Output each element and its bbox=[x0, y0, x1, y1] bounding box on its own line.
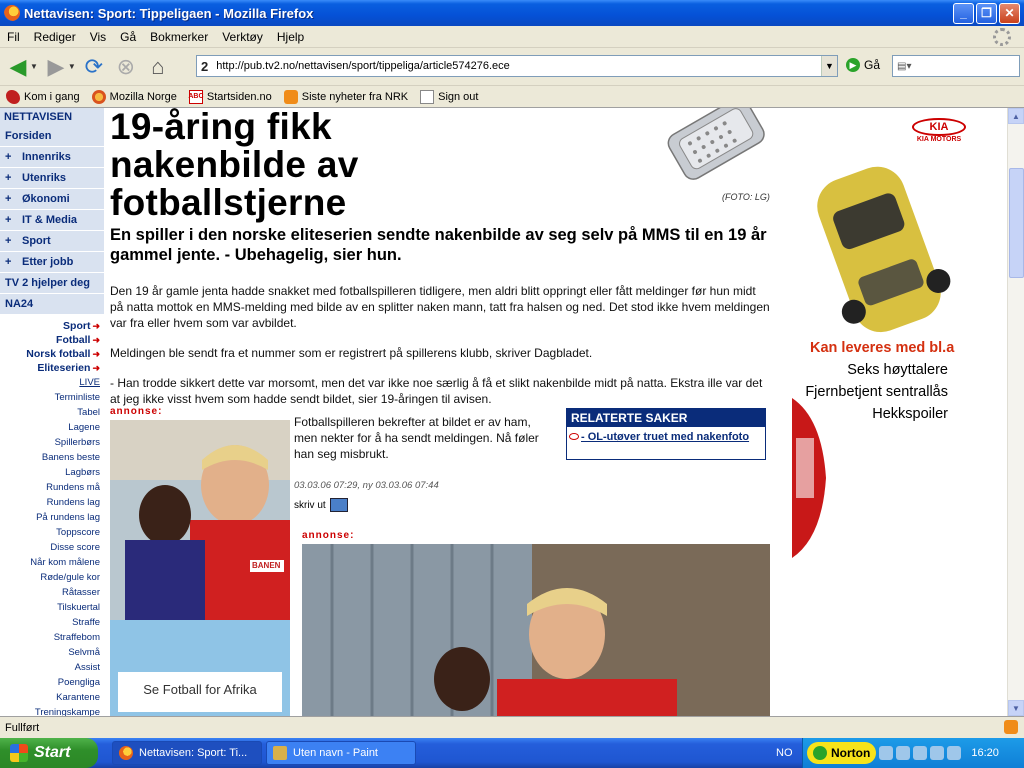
print-link[interactable] bbox=[294, 498, 348, 512]
bookmark-kom-i-gang[interactable]: Kom i gang bbox=[6, 90, 80, 104]
nav-brand[interactable]: NETTAVISEN bbox=[0, 108, 104, 126]
nav-item-etter-jobb[interactable]: + Etter jobb bbox=[0, 252, 104, 273]
related-header: RELATERTE SAKER bbox=[567, 409, 765, 427]
ad-panel-text[interactable]: Se Fotball for Afrika bbox=[118, 672, 282, 712]
scroll-down-icon[interactable]: ▼ bbox=[1008, 700, 1024, 716]
start-button[interactable]: Start bbox=[0, 738, 98, 768]
subnav-link[interactable]: Straffe bbox=[72, 617, 100, 628]
nav-item-okonomi[interactable]: + Økonomi bbox=[0, 189, 104, 210]
nav-item-forsiden[interactable]: Forsiden bbox=[0, 126, 104, 147]
subnav-fotball[interactable]: Fotball ➜ bbox=[56, 334, 100, 346]
firefox-icon bbox=[119, 746, 133, 760]
stop-icon[interactable]: ⊗ bbox=[116, 53, 136, 79]
subnav-link[interactable]: Tabel bbox=[77, 407, 100, 418]
subnav-link[interactable]: Karantene bbox=[56, 692, 100, 703]
kia-ad[interactable] bbox=[792, 108, 1006, 558]
subnav-link[interactable]: Selvmå bbox=[68, 647, 100, 658]
window-title-bar[interactable] bbox=[0, 0, 1024, 26]
down-arrow-icon: ➜ bbox=[92, 321, 100, 331]
clock[interactable]: 16:20 bbox=[971, 747, 999, 759]
article-paragraph: Den 19 år gamle jenta hadde snakket med fotballspilleren tidligere, men aldri blitt oppringt eller fått meldinger før hun midt på natta mottok en MMS-melding med bilde av en splitter naken mann, tatt fra halsen og ned. Det stod ikke hvem meldingen var fra eller hvem som var avbildet. bbox=[110, 284, 770, 330]
security-icon[interactable] bbox=[913, 746, 927, 760]
ad-photo bbox=[302, 544, 770, 716]
plus-icon[interactable]: + bbox=[5, 193, 12, 205]
window-title: Nettavisen: Sport: Tippeligaen - Mozilla Firefox bbox=[24, 5, 314, 21]
status-text: Fullført bbox=[5, 721, 40, 734]
search-engine-icon[interactable]: ▤▾ bbox=[897, 60, 912, 72]
throbber-icon bbox=[993, 28, 1011, 46]
shirt-sponsor: BANEN bbox=[252, 561, 281, 570]
menu-tools[interactable]: Verktøy bbox=[222, 29, 263, 44]
ad-image bbox=[110, 420, 290, 716]
plus-icon[interactable]: + bbox=[5, 151, 12, 163]
system-tray bbox=[802, 738, 1024, 768]
subnav-link[interactable]: Spillerbørs bbox=[54, 437, 100, 448]
mozilla-icon bbox=[92, 90, 106, 104]
subnav-link[interactable]: Når kom målene bbox=[30, 557, 100, 568]
plus-icon[interactable]: + bbox=[5, 256, 12, 268]
article-paragraph: Meldingen ble sendt fra et nummer som er registrert på spillerens klubb, skriver Dagbladet. bbox=[110, 346, 593, 360]
down-arrow-icon: ➜ bbox=[92, 349, 100, 359]
taskbar-firefox[interactable]: Nettavisen: Sport: Ti... bbox=[112, 741, 262, 765]
article bbox=[110, 108, 772, 407]
bookmark-startsiden[interactable]: ABC Startsiden.no bbox=[188, 90, 272, 103]
subnav-link[interactable]: Poengliga bbox=[57, 677, 100, 688]
vertical-scrollbar[interactable] bbox=[1007, 108, 1024, 716]
ad-label: annonse: bbox=[302, 530, 355, 541]
url-history-dropdown-icon[interactable]: ▼ bbox=[821, 56, 837, 76]
kia-feature: Hekkspoiler bbox=[872, 406, 948, 422]
subnav-link[interactable]: Banens beste bbox=[41, 452, 100, 463]
article-body bbox=[110, 283, 772, 407]
subnav-link[interactable]: Lagbørs bbox=[65, 467, 100, 478]
scroll-thumb[interactable] bbox=[1009, 168, 1024, 278]
back-arrow-icon[interactable]: ◀ bbox=[9, 53, 27, 79]
go-label: Gå bbox=[864, 58, 881, 72]
abc-icon: ABC bbox=[189, 90, 203, 104]
url-input[interactable] bbox=[214, 59, 821, 73]
subnav-link[interactable]: LIVE bbox=[79, 377, 100, 388]
subnav-link[interactable]: Tilskuertal bbox=[57, 602, 100, 613]
subnav-link[interactable]: Treningskampe bbox=[34, 707, 100, 716]
kia-feature: Seks høyttalere bbox=[847, 362, 948, 378]
plus-icon[interactable]: + bbox=[5, 214, 12, 226]
reload-icon[interactable]: ⟳ bbox=[84, 53, 104, 79]
bookmark-mozilla-norge[interactable]: Mozilla Norge bbox=[92, 90, 177, 104]
nav-item-na24[interactable]: NA24 bbox=[0, 294, 104, 315]
related-articles-box bbox=[566, 408, 766, 460]
maximize-button[interactable]: ❐ bbox=[976, 3, 997, 24]
ad-banner-bottom[interactable] bbox=[302, 530, 770, 716]
nav-item-sport[interactable]: + Sport bbox=[0, 231, 104, 252]
photo-credit: (FOTO: LG) bbox=[722, 192, 770, 202]
ad-banner-left[interactable] bbox=[110, 406, 290, 716]
menu-edit[interactable]: Rediger bbox=[33, 29, 76, 44]
subnav-link[interactable]: Råtasser bbox=[61, 587, 100, 598]
menu-help[interactable]: Hjelp bbox=[276, 29, 305, 44]
subnav-link[interactable]: Terminliste bbox=[54, 392, 100, 403]
printer-icon[interactable] bbox=[330, 498, 348, 512]
subnav-eliteserien[interactable]: Eliteserien ➜ bbox=[37, 362, 100, 374]
subnav-link[interactable]: Røde/gule kor bbox=[40, 572, 100, 583]
kia-feature: Fjernbetjent sentrallås bbox=[805, 384, 948, 400]
ad-label: annonse: bbox=[110, 406, 163, 417]
menu-go[interactable]: Gå bbox=[120, 29, 137, 44]
nav-item-it-media[interactable]: + IT & Media bbox=[0, 210, 104, 231]
firefox-icon bbox=[4, 5, 20, 21]
page-icon bbox=[420, 90, 434, 104]
norton-check-icon bbox=[813, 746, 827, 760]
kia-red-car-image bbox=[792, 398, 832, 558]
menu-bar bbox=[0, 26, 1024, 48]
subnav-link[interactable]: Straffebom bbox=[53, 632, 100, 643]
rss-feed-icon[interactable] bbox=[1004, 720, 1018, 734]
nav-item-tv2-hjelper[interactable]: TV 2 hjelper deg bbox=[0, 273, 104, 294]
subnav-link[interactable]: Rundens lag bbox=[46, 497, 100, 508]
menu-file[interactable]: Fil bbox=[7, 29, 20, 44]
address-bar[interactable] bbox=[196, 55, 838, 77]
norton-button[interactable]: Norton bbox=[807, 742, 876, 764]
sub-navigation bbox=[0, 319, 104, 716]
menu-bookmarks[interactable]: Bokmerker bbox=[150, 29, 209, 44]
subnav-link[interactable]: På rundens lag bbox=[36, 512, 100, 523]
status-bar bbox=[0, 716, 1024, 738]
subnav-link[interactable]: Assist bbox=[74, 662, 100, 673]
windows-flag-icon bbox=[10, 744, 28, 762]
article-continued: Fotballspilleren bekrefter at bildet er av ham, men nekter for å ha sendt meldingen. Nå føler han seg misbrukt. bbox=[294, 415, 539, 461]
bookmark-nrk[interactable]: Siste nyheter fra NRK bbox=[284, 90, 408, 104]
navigation-toolbar bbox=[0, 48, 1024, 86]
subnav-link[interactable]: Toppscore bbox=[56, 527, 100, 538]
home-icon[interactable]: ⌂ bbox=[151, 53, 165, 79]
language-indicator[interactable]: NO bbox=[776, 747, 793, 759]
article-timestamp: 03.03.06 07:29, ny 03.03.06 07:44 bbox=[294, 480, 439, 491]
nav-item-utenriks[interactable]: + Utenriks bbox=[0, 168, 104, 189]
print-label: skriv ut bbox=[294, 499, 326, 511]
messenger-icon[interactable] bbox=[930, 746, 944, 760]
bookmarks-toolbar bbox=[0, 86, 1024, 108]
go-arrow-icon: ▶ bbox=[846, 58, 860, 72]
forward-dropdown-icon[interactable]: ▼ bbox=[67, 62, 76, 71]
forward-arrow-icon[interactable]: ▶ bbox=[47, 53, 65, 79]
ad-image bbox=[302, 544, 770, 716]
taskbar-paint[interactable]: Uten navn - Paint bbox=[266, 741, 416, 765]
menu-view[interactable]: Vis bbox=[89, 29, 107, 44]
scroll-up-icon[interactable]: ▲ bbox=[1008, 108, 1024, 124]
go-button[interactable] bbox=[846, 58, 880, 72]
bookmark-icon bbox=[6, 90, 20, 104]
tray-arrow-icon[interactable] bbox=[879, 746, 893, 760]
subnav-link[interactable]: Rundens må bbox=[46, 482, 100, 493]
search-box[interactable] bbox=[892, 55, 1020, 77]
down-arrow-icon: ➜ bbox=[92, 335, 100, 345]
minimize-button[interactable]: _ bbox=[953, 3, 974, 24]
back-dropdown-icon[interactable]: ▼ bbox=[30, 62, 38, 71]
plus-icon[interactable]: + bbox=[5, 235, 12, 247]
plus-icon[interactable]: + bbox=[5, 172, 12, 184]
article-lead: En spiller i den norske eliteserien sendte nakenbilde av seg selv på MMS til en 19 år gammel jente. - Ubehagelig, sier hun. bbox=[110, 226, 767, 264]
close-button[interactable]: ✕ bbox=[999, 3, 1020, 24]
kia-tagline: Kan leveres med bl.a bbox=[810, 340, 955, 356]
kia-logo[interactable]: KIA KIA MOTORS bbox=[912, 118, 966, 146]
rss-icon bbox=[284, 90, 298, 104]
down-arrow-icon: ➜ bbox=[92, 363, 100, 373]
volume-icon[interactable] bbox=[947, 746, 961, 760]
subnav-sport[interactable]: Sport ➜ bbox=[63, 320, 100, 332]
paint-icon bbox=[273, 746, 287, 760]
site-favicon-icon: 2 bbox=[201, 58, 209, 74]
left-navigation bbox=[0, 108, 104, 716]
taskbar bbox=[0, 738, 1024, 768]
related-link[interactable]: - OL-utøver truet med nakenfoto bbox=[567, 427, 765, 444]
network-icon[interactable] bbox=[896, 746, 910, 760]
subnav-norsk-fotball[interactable]: Norsk fotball ➜ bbox=[26, 348, 100, 360]
page-content bbox=[0, 108, 1024, 716]
kia-car-image bbox=[792, 148, 972, 338]
subnav-link[interactable]: Lagene bbox=[68, 422, 100, 433]
bookmark-sign-out[interactable]: Sign out bbox=[420, 90, 478, 104]
nav-item-innenriks[interactable]: + Innenriks bbox=[0, 147, 104, 168]
article-paragraph: - Han trodde sikkert dette var morsomt, men det var ikke noe særlig å få et slikt nakenbilde midt på natta. Ekstra ille var det at jeg ikke visst hvem som hadde sendt bildet, sier 19-åringen til avisen. bbox=[110, 376, 763, 406]
subnav-link[interactable]: Disse score bbox=[50, 542, 100, 553]
article-headline: 19-åring fikk nakenbilde av fotballstjerne bbox=[110, 108, 359, 223]
